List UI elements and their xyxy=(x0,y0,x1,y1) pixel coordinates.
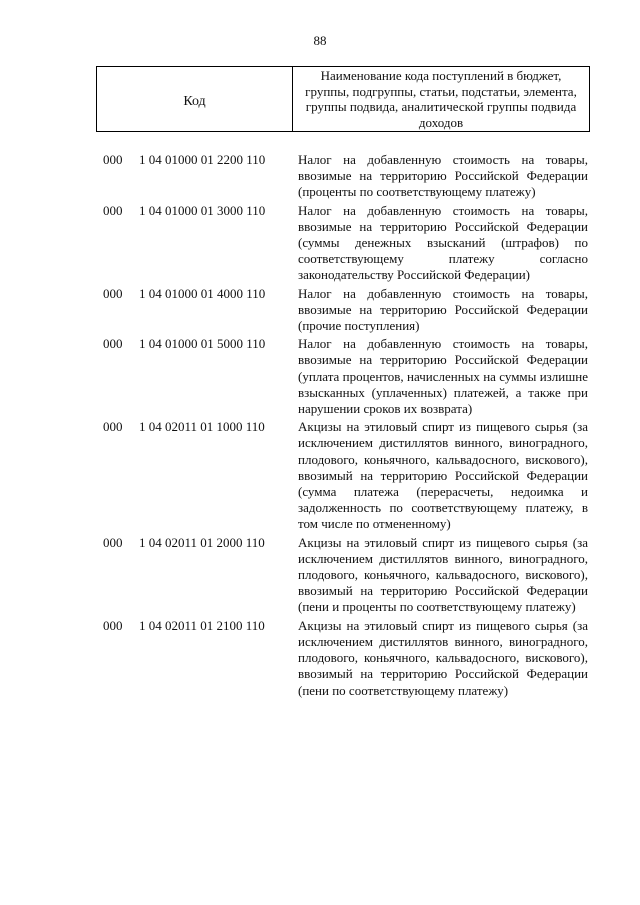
revenue-code: 1 04 02011 01 2000 110 xyxy=(139,534,265,550)
table-row xyxy=(0,535,640,616)
table-row xyxy=(0,152,640,201)
admin-code: 000 xyxy=(103,534,123,550)
revenue-code: 1 04 01000 01 4000 110 xyxy=(139,285,266,301)
revenue-code: 1 04 02011 01 2100 110 xyxy=(139,617,265,633)
revenue-name: Налог на добавленную стоимость на товары, ввозимые на территорию Российской Федерации (суммы денежных взысканий (штрафов) по соответствующему платежу согласно законодательству Российской Федерации) xyxy=(298,202,588,283)
revenue-name: Акцизы на этиловый спирт из пищевого сырья (за исключением дистиллятов винного, виноградного, плодового, коньячного, кальвадосного, вискового), ввозимый на территорию Российской Федерации (пени по соответствующему платежу) xyxy=(298,617,588,698)
header-code-label: Код xyxy=(97,67,293,131)
revenue-name: Налог на добавленную стоимость на товары, ввозимые на территорию Российской Федерации (проценты по соответствующему платежу) xyxy=(298,152,588,200)
revenue-code: 1 04 01000 01 3000 110 xyxy=(139,202,266,218)
revenue-name: Налог на добавленную стоимость на товары, ввозимые на территорию Российской Федерации (уплата процентов, начисленных на суммы излишне взысканных (уплаченных) платежей, а также при нарушении сроков их возврата) xyxy=(298,336,588,417)
admin-code: 000 xyxy=(103,617,123,633)
page-number: 88 xyxy=(313,33,327,48)
table-row xyxy=(0,203,640,284)
revenue-name: Акцизы на этиловый спирт из пищевого сырья (за исключением дистиллятов винного, виноградного, плодового, коньячного, кальвадосного, вискового), ввозимый на территорию Российской Федерации (сумма платежа (перерасчеты, недоимка и задолженность по соответствующему платежу, в том числе по отмененному) xyxy=(298,419,588,532)
admin-code: 000 xyxy=(103,285,123,301)
revenue-code: 1 04 01000 01 2200 110 xyxy=(139,152,266,167)
admin-code: 000 xyxy=(103,336,123,352)
code-table-body xyxy=(0,152,640,701)
table-header xyxy=(96,66,590,132)
admin-code: 000 xyxy=(103,152,123,167)
revenue-code: 1 04 02011 01 1000 110 xyxy=(139,419,265,435)
header-name-label: Наименование кода поступлений в бюджет, группы, подгруппы, статьи, подстатьи, элемента, группы подвида, аналитической группы подвида доходов xyxy=(305,68,577,130)
revenue-name: Акцизы на этиловый спирт из пищевого сырья (за исключением дистиллятов винного, виноградного, плодового, коньячного, кальвадосного, вискового), ввозимый на территорию Российской Федерации (пени и проценты по соответствующему платежу) xyxy=(298,534,588,615)
table-row xyxy=(0,336,640,417)
table-row xyxy=(0,618,640,699)
revenue-name: Налог на добавленную стоимость на товары, ввозимые на территорию Российской Федерации (прочие поступления) xyxy=(298,285,588,334)
admin-code: 000 xyxy=(103,419,123,435)
table-row xyxy=(0,286,640,335)
admin-code: 000 xyxy=(103,202,123,218)
revenue-code: 1 04 01000 01 5000 110 xyxy=(139,336,266,352)
table-row xyxy=(0,419,640,532)
